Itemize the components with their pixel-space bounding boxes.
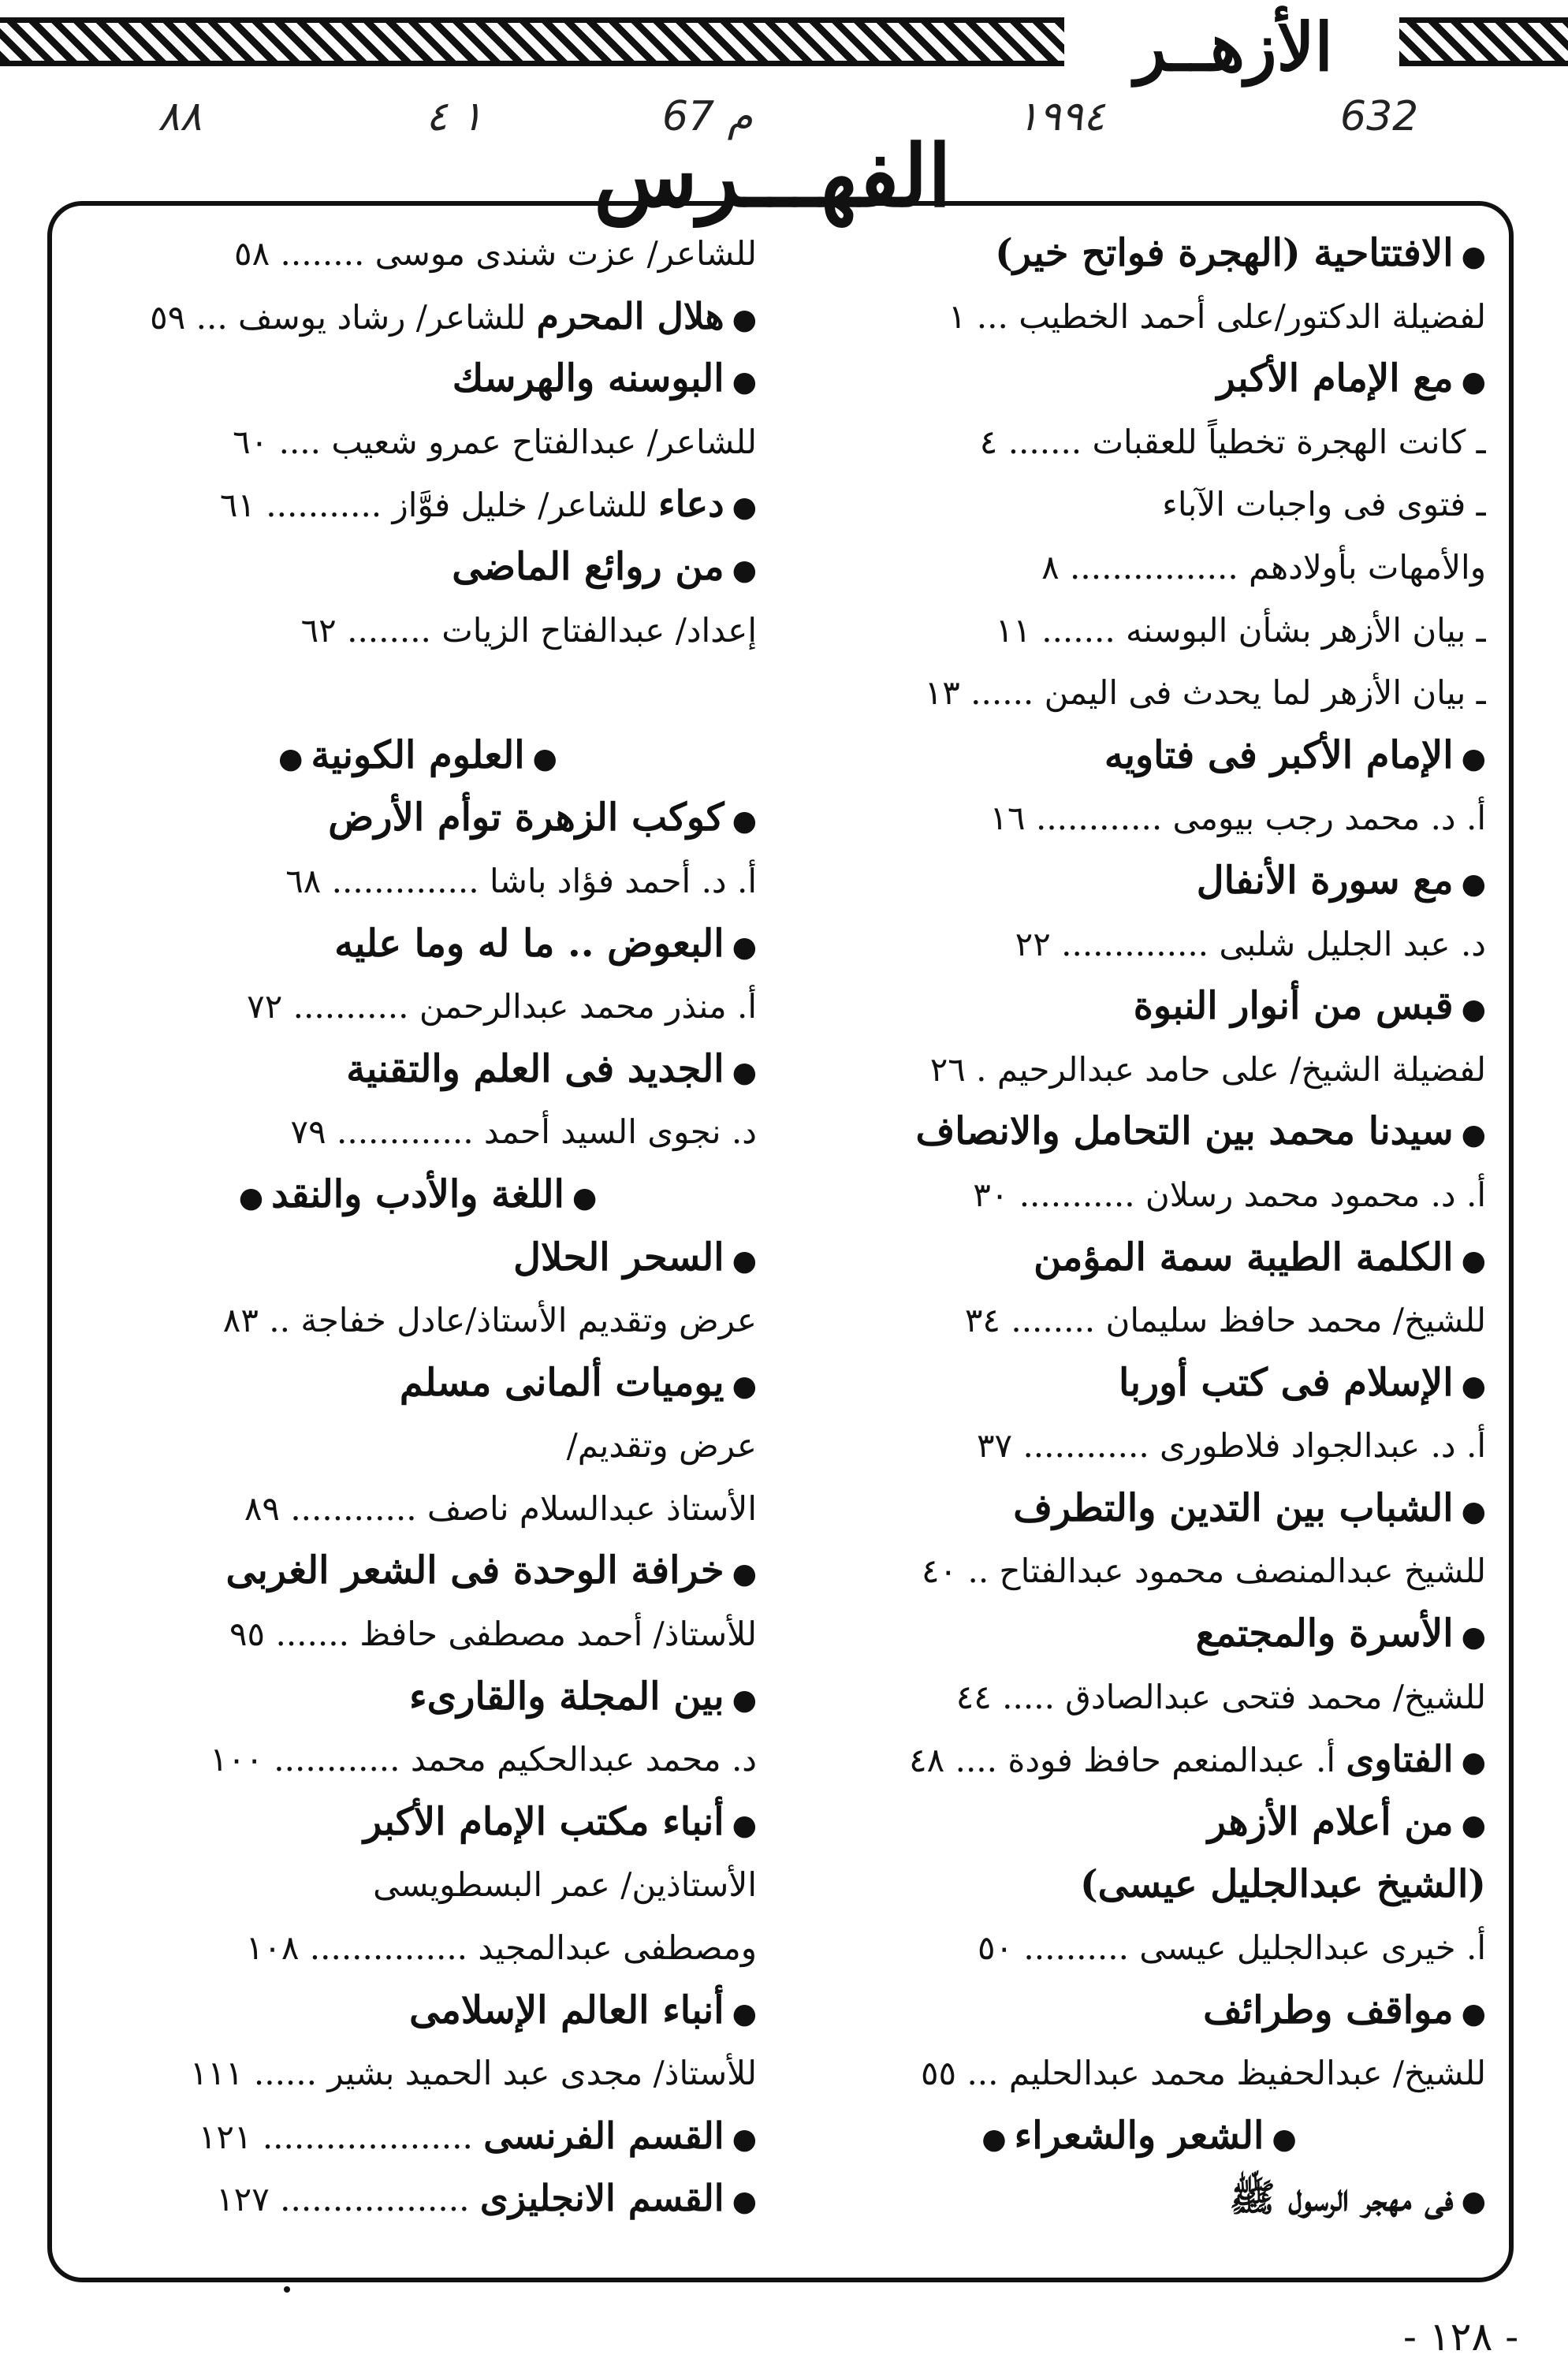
toc-entry	[792, 1414, 1486, 1477]
toc-section-heading	[79, 725, 757, 788]
toc-entry	[792, 1540, 1486, 1603]
toc-entry	[79, 1101, 757, 1164]
toc-entry-title: دعاء	[658, 482, 724, 526]
toc-entry	[79, 599, 757, 662]
toc-entry-text: أ. منذر محمد عبدالرحمن ........... ٧٢	[247, 987, 757, 1026]
bullet-icon: ●	[1461, 1808, 1486, 1842]
toc-heading	[792, 1477, 1486, 1540]
toc-entry-text: د. نجوى السيد أحمد ............. ٧٩	[290, 1112, 757, 1152]
toc-entry	[79, 2167, 757, 2230]
toc-section-text: الشعر والشعراء	[1014, 2113, 1264, 2158]
toc-entry-text: الكلمة الطيبة سمة المؤمن	[1034, 1235, 1454, 1280]
bullet-icon: ●	[732, 1996, 757, 2030]
toc-entry-text: للشاعر/ خليل فوَّاز ........... ٦١	[219, 486, 648, 525]
toc-heading	[792, 725, 1486, 788]
toc-heading	[79, 787, 757, 850]
toc-entry-text: البوسنه والهرسك	[452, 356, 724, 401]
bullet-icon: ●	[572, 1180, 598, 1214]
toc-entry-text: الأستاذين/ عمر البسطويسى	[373, 1865, 757, 1905]
page-number: - ١٢٨ -	[1403, 2314, 1519, 2360]
toc-entry-text: فى مهجر الرسول ﷺ	[1229, 2176, 1454, 2221]
bullet-icon: ●	[1461, 866, 1486, 900]
toc-entry	[792, 787, 1486, 850]
toc-entry-text: للشيخ/ محمد فتحى عبدالصادق ..... ٤٤	[955, 1677, 1486, 1716]
toc-entry	[79, 1603, 757, 1666]
toc-entry-text: ـ بيان الأزهر بشأن البوسنه ....... ١١	[995, 610, 1486, 650]
toc-heading	[79, 1227, 757, 1290]
toc-entry	[79, 2042, 757, 2105]
toc-section-text: العلوم الكونية	[311, 732, 525, 777]
toc-entry-text: مواقف وطرائف	[1203, 1987, 1454, 2032]
toc-entry-title: القسم الانجليزى	[479, 2177, 724, 2220]
toc-entry	[792, 1917, 1486, 1980]
toc-entry	[792, 285, 1486, 348]
bullet-icon: ●	[1461, 993, 1486, 1026]
toc-entry-text: بين المجلة والقارىء	[409, 1674, 724, 1719]
toc-entry-text: الافتتاحية (الهجرة فواتح خير)	[995, 231, 1454, 275]
toc-entry-text: لفضيلة الشيخ/ على حامد عبدالرحيم . ٢٦	[929, 1049, 1486, 1089]
bullet-icon: ●	[1461, 1620, 1486, 1654]
toc-left-column	[79, 222, 757, 2230]
toc-entry-text: مع سورة الأنفال	[1196, 858, 1454, 903]
toc-spacer	[79, 661, 757, 725]
toc-heading	[792, 975, 1486, 1038]
bullet-icon: ●	[732, 804, 757, 838]
toc-entry-text: السحر الحلال	[513, 1235, 724, 1280]
toc-entry-text: الجديد فى العلم والتقنية	[346, 1046, 724, 1091]
bullet-icon: ●	[732, 2122, 757, 2155]
toc-entry-text: أ. عبدالمنعم حافظ فودة .... ٤٨	[909, 1741, 1336, 1780]
toc-entry-text: أ. د. عبدالجواد فلاطورى ............ ٣٧	[976, 1426, 1486, 1466]
handwritten-note: 67 م	[662, 93, 753, 140]
toc-entry	[79, 2105, 757, 2168]
toc-entry	[792, 1164, 1486, 1227]
toc-entry-text: خرافة الوحدة فى الشعر الغربى	[225, 1548, 724, 1593]
toc-section-text: اللغة والأدب والنقد	[271, 1172, 564, 1216]
toc-heading	[79, 1666, 757, 1729]
bullet-icon: ●	[1461, 1243, 1486, 1277]
toc-entry-text: يوميات ألمانى مسلم	[399, 1360, 724, 1405]
toc-entry-text: من أعلام الأزهر	[1207, 1799, 1454, 1844]
toc-section-heading	[79, 1164, 757, 1227]
toc-heading	[79, 1352, 757, 1415]
toc-entry-text: أ. د. محمود محمد رسلان ........... ٣٠	[973, 1175, 1486, 1214]
magazine-title: الأزهــر	[1134, 8, 1333, 86]
bullet-icon: ●	[732, 491, 757, 524]
toc-entry-title: القسم الفرنسى	[483, 2114, 724, 2157]
toc-entry-text: سيدنا محمد بين التحامل والانصاف	[915, 1109, 1454, 1154]
toc-entry	[792, 411, 1486, 474]
toc-entry-text: والأمهات بأولادهم ................ ٨	[1041, 547, 1486, 587]
handwritten-note: ٨٨	[158, 93, 202, 140]
toc-entry-text: للشاعر/ عزت شندى موسى ........ ٥٨	[234, 234, 757, 273]
toc-entry-text: عرض وتقديم/	[566, 1426, 757, 1466]
toc-heading	[79, 913, 757, 976]
toc-entry-text: للأستاذ/ أحمد مصطفى حافظ ....... ٩٥	[229, 1615, 757, 1654]
toc-entry-text: للأستاذ/ مجدى عبد الحميد بشير ...... ١١١	[189, 2054, 757, 2093]
bullet-icon: ●	[732, 929, 757, 963]
toc-entry-text: أ. خيرى عبدالجليل عيسى .......... ٥٠	[977, 1928, 1486, 1968]
toc-entry-text: أنباء العالم الإسلامى	[409, 1987, 724, 2032]
bullet-icon: ●	[1461, 741, 1486, 775]
bullet-icon: ●	[1461, 365, 1486, 399]
toc-entry	[792, 1289, 1486, 1352]
toc-entry	[792, 1038, 1486, 1101]
toc-entry	[79, 222, 757, 285]
toc-heading	[792, 1603, 1486, 1666]
decorative-border-left	[0, 17, 1064, 66]
toc-heading	[792, 222, 1486, 285]
toc-entry	[792, 661, 1486, 725]
toc-entry-text: للشاعر/ عبدالفتاح عمرو شعيب .... ٦٠	[233, 422, 757, 461]
toc-heading	[79, 1791, 757, 1854]
bullet-icon: ●	[1272, 2122, 1297, 2155]
toc-right-column	[792, 222, 1486, 2230]
toc-entry-text: الإمام الأكبر فى فتاويه	[1104, 732, 1454, 777]
toc-entry	[79, 1917, 757, 1980]
toc-entry	[792, 1666, 1486, 1729]
toc-entry-text: ـ فتوى فى واجبات الآباء	[1162, 485, 1486, 524]
bullet-icon: ●	[732, 553, 757, 587]
page-title: الفهـــرس	[594, 127, 952, 226]
toc-entry	[79, 1414, 757, 1477]
toc-heading	[79, 1038, 757, 1101]
toc-entry-title: الفتاوى	[1346, 1738, 1454, 1781]
bullet-icon: ●	[1461, 1996, 1486, 2030]
toc-entry	[79, 975, 757, 1038]
bullet-icon: ●	[278, 741, 304, 775]
toc-heading	[79, 348, 757, 411]
bullet-icon: ●	[238, 1180, 264, 1214]
toc-entry-text: الأستاذ عبدالسلام ناصف ............ ٨٩	[244, 1488, 757, 1528]
toc-heading	[792, 348, 1486, 411]
bullet-icon: ●	[1461, 1746, 1486, 1779]
bullet-icon: ●	[732, 1557, 757, 1591]
toc-entry-text: ومصطفى عبدالمجيد ............... ١٠٨	[245, 1928, 757, 1968]
toc-entry-text: لفضيلة الدكتور/على أحمد الخطيب ... ١	[948, 296, 1486, 336]
toc-entry	[79, 285, 757, 348]
toc-heading	[792, 1853, 1486, 1917]
bullet-icon: ●	[732, 1682, 757, 1716]
toc-entry	[792, 913, 1486, 976]
toc-entry-text: أنباء مكتب الإمام الأكبر	[363, 1799, 724, 1844]
toc-entry-text: ـ كانت الهجرة تخطياً للعقبات ....... ٤	[979, 422, 1486, 461]
bullet-icon: ●	[732, 1055, 757, 1089]
toc-entry	[792, 536, 1486, 599]
toc-entry	[792, 599, 1486, 662]
handwritten-note: 632	[1340, 93, 1419, 140]
toc-heading	[792, 1980, 1486, 2043]
toc-heading	[792, 1352, 1486, 1415]
toc-entry-text: الأسرة والمجتمع	[1195, 1611, 1454, 1656]
bullet-icon: ●	[732, 1369, 757, 1403]
toc-entry-text: د. عبد الجليل شلبى .............. ٢٢	[1015, 924, 1486, 963]
toc-entry-text: البعوض .. ما له وما عليه	[334, 921, 724, 966]
toc-heading	[792, 2167, 1486, 2230]
toc-entry-text: أ. د. محمد رجب بيومى ............ ١٦	[989, 799, 1486, 838]
bullet-icon: ●	[732, 2185, 757, 2218]
toc-entry	[792, 1728, 1486, 1791]
toc-heading	[792, 1101, 1486, 1164]
toc-entry-text: للشيخ عبدالمنصف محمود عبدالفتاح .. ٤٠	[922, 1552, 1486, 1591]
toc-entry-text: للشيخ/ محمد حافظ سليمان ........ ٣٤	[964, 1301, 1486, 1340]
toc-entry-text: من روائع الماضى	[452, 544, 724, 589]
bullet-icon: ●	[981, 2122, 1007, 2155]
bullet-icon: ●	[732, 365, 757, 399]
toc-heading	[792, 850, 1486, 913]
toc-heading	[79, 1980, 757, 2043]
toc-entry-text: أ. د. أحمد فؤاد باشا .............. ٦٨	[285, 861, 757, 900]
bullet-icon: ●	[1461, 1369, 1486, 1403]
decorative-border-right	[1399, 17, 1568, 66]
bullet-icon: ●	[1461, 1494, 1486, 1528]
toc-entry	[79, 1289, 757, 1352]
bullet-icon: ●	[1461, 1118, 1486, 1152]
toc-heading	[792, 1227, 1486, 1290]
print-speck	[284, 2286, 290, 2293]
toc-heading	[792, 1791, 1486, 1854]
toc-section-heading	[792, 2105, 1486, 2168]
toc-entry-text: كوكب الزهرة توأم الأرض	[328, 795, 724, 840]
handwritten-note: ١ ٤	[426, 93, 483, 140]
bullet-icon: ●	[1461, 240, 1486, 273]
toc-entry-text: للشاعر/ رشاد يوسف ... ٥٩	[150, 297, 527, 337]
toc-entry-text: إعداد/ عبدالفتاح الزيات ........ ٦٢	[300, 610, 757, 650]
toc-entry-text: الإسلام فى كتب أوربا	[1119, 1360, 1454, 1405]
toc-entry	[79, 473, 757, 536]
toc-entry	[79, 411, 757, 474]
toc-entry	[792, 2042, 1486, 2105]
toc-heading	[79, 1540, 757, 1603]
bullet-icon: ●	[732, 1243, 757, 1277]
magazine-header-band	[0, 0, 1568, 86]
toc-heading	[79, 536, 757, 599]
toc-entry-text: د. محمد عبدالحكيم محمد ............ ١٠٠	[210, 1740, 757, 1779]
toc-entry-text: عرض وتقديم الأستاذ/عادل خفاجة .. ٨٣	[222, 1301, 757, 1340]
toc-entry-text: قبس من أنوار النبوة	[1133, 984, 1454, 1029]
toc-entry	[79, 1477, 757, 1540]
toc-entry	[79, 1853, 757, 1917]
toc-entry-text: (الشيخ عبدالجليل عيسى)	[1079, 1862, 1486, 1907]
bullet-icon: ●	[732, 303, 757, 336]
toc-entry-text: مع الإمام الأكبر	[1216, 356, 1454, 401]
toc-entry-text: .................... ١٢١	[198, 2117, 473, 2156]
toc-entry	[79, 1728, 757, 1791]
toc-entry-text: ـ بيان الأزهر لما يحدث فى اليمن ...... ١٣	[924, 673, 1486, 713]
handwritten-note: ١٩٩٤	[1017, 93, 1105, 140]
toc-entry-title: هلال المحرم	[536, 294, 724, 337]
toc-entry-text: .................. ١٢٧	[216, 2180, 470, 2219]
toc-entry	[792, 473, 1486, 536]
toc-entry-text: الشباب بين التدين والتطرف	[1013, 1485, 1454, 1530]
toc-entry-text: للشيخ/ عبدالحفيظ محمد عبدالحليم ... ٥٥	[920, 2054, 1486, 2093]
bullet-icon: ●	[532, 741, 557, 775]
bullet-icon: ●	[732, 1808, 757, 1842]
toc-entry	[79, 850, 757, 913]
bullet-icon: ●	[1461, 2185, 1486, 2218]
